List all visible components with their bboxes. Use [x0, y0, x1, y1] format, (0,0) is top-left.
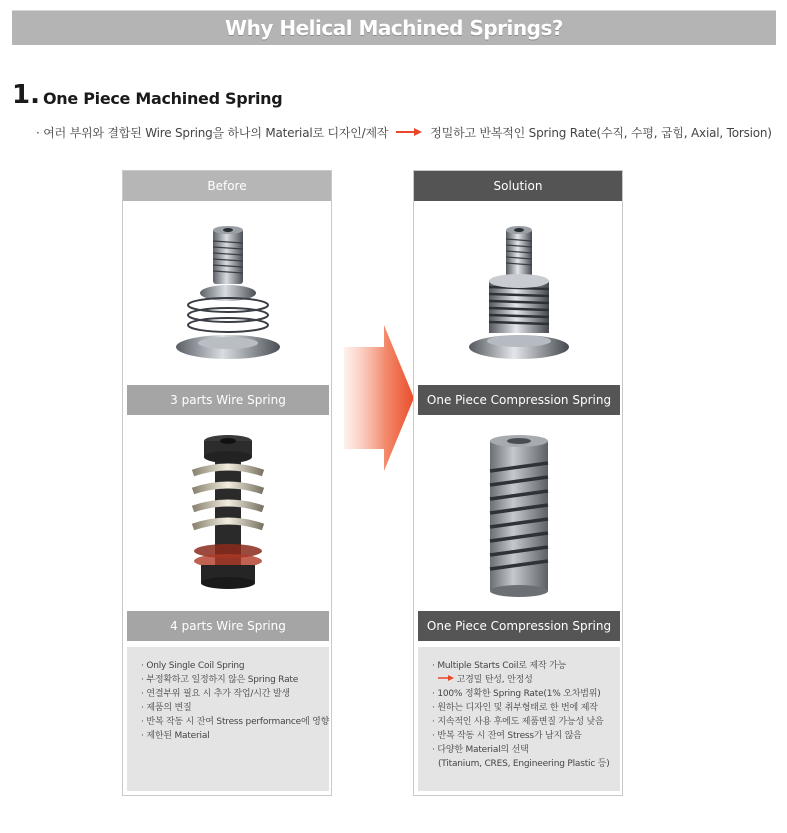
list-item-sub — [432, 673, 606, 687]
list-item: · 100% 정확한 Spring Rate(1% 오차범위) — [432, 687, 606, 701]
list-item-materials: (Titanium, CRES, Engineering Plastic 등) — [438, 759, 610, 769]
list-item: · 제한된 Material — [141, 729, 315, 743]
banner-title: Why Helical Machined Springs? — [225, 16, 563, 40]
list-item: · Multiple Starts Coil로 제작 가능 — [432, 659, 606, 673]
before-caption-2: 4 parts Wire Spring — [127, 611, 329, 641]
solution-feature-list — [418, 647, 620, 791]
solution-panel — [413, 170, 623, 796]
solution-header: Solution — [414, 171, 622, 201]
list-item-sub-text: 고경밀 탄성, 안정성 — [456, 675, 533, 685]
red-arrow-icon — [396, 126, 422, 140]
list-item: · 다양한 Material의 선택 — [432, 743, 606, 757]
section-number: 1. — [12, 80, 40, 110]
list-item: · 지속적인 사용 후에도 제품변질 가능성 낮음 — [432, 715, 606, 729]
list-item: · 부정확하고 일정하지 않은 Spring Rate — [141, 673, 315, 687]
list-item: · 반복 작동 시 잔여 Stress performance에 영향 — [141, 715, 315, 729]
list-item: · 제품의 변질 — [141, 701, 315, 715]
intro-left-text: · 여러 부위와 결합된 Wire Spring을 하나의 Material로 디자인/제작 — [36, 126, 389, 140]
one-piece-compression-spring-image — [474, 433, 564, 598]
red-arrow-icon — [438, 674, 454, 682]
title-banner — [12, 10, 776, 45]
before-panel — [122, 170, 332, 796]
before-header: Before — [123, 171, 331, 201]
list-item: · 반복 작동 시 잔여 Stress가 남지 않음 — [432, 729, 606, 743]
before-to-solution-arrow-icon — [344, 325, 414, 471]
list-item: · 연결부위 필요 시 추가 작업/시간 발생 — [141, 687, 315, 701]
before-feature-list — [127, 647, 329, 791]
solution-caption-1: One Piece Compression Spring — [418, 385, 620, 415]
intro-line — [36, 124, 772, 141]
section-title: One Piece Machined Spring — [43, 89, 283, 108]
three-part-wire-spring-image — [173, 221, 283, 371]
four-part-wire-spring-image — [183, 433, 273, 598]
solution-caption-2: One Piece Compression Spring — [418, 611, 620, 641]
before-caption-1: 3 parts Wire Spring — [127, 385, 329, 415]
intro-right-text: 정밀하고 반복적인 Spring Rate(수직, 수평, 굽힘, Axial, Torsion) — [430, 126, 772, 140]
list-item: · Only Single Coil Spring — [141, 659, 315, 673]
list-item: · 원하는 디자인 및 취부형태로 한 번에 제작 — [432, 701, 606, 715]
one-piece-machined-spring-image — [464, 221, 574, 371]
